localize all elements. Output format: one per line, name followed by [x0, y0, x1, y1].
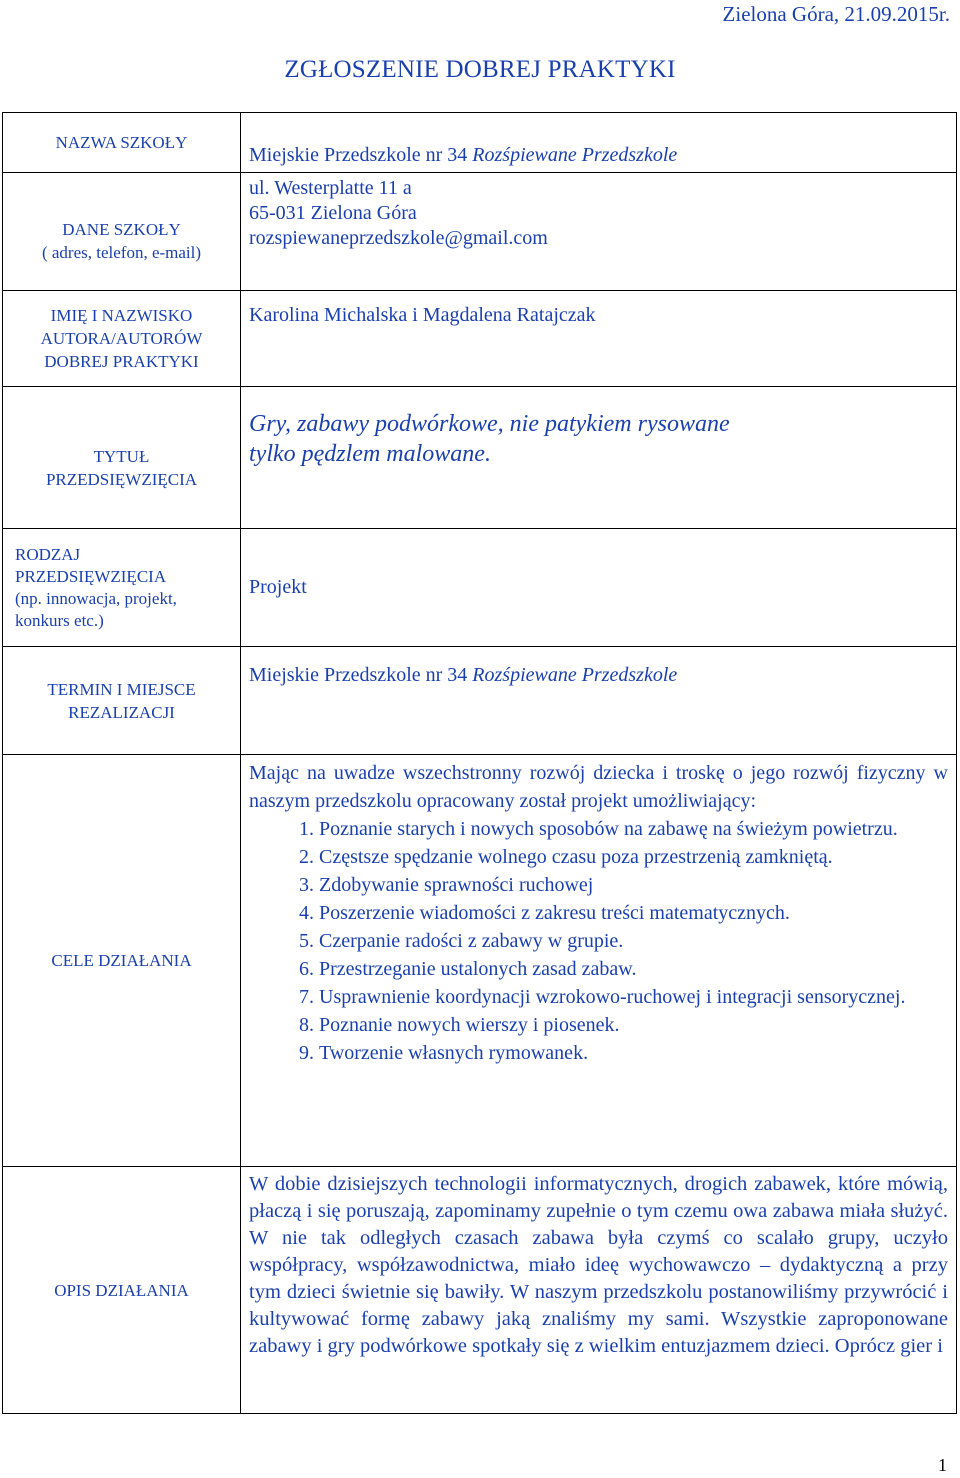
city-text: 65-031 Zielona Góra	[249, 202, 417, 224]
label-text: RODZAJ	[15, 544, 81, 564]
row-description	[3, 1167, 957, 1414]
label-text: ( adres, telefon, e-mail)	[41, 242, 202, 262]
label-text: CELE DZIAŁANIA	[51, 951, 192, 970]
label-type	[3, 529, 241, 647]
label-place	[3, 647, 241, 755]
project-title-line: tylko pędzlem malowane.	[249, 441, 491, 467]
label-text: AUTORA/AUTORÓW	[40, 329, 203, 348]
list-item: 8. Poznanie nowych wierszy i piosenek.	[319, 1011, 948, 1039]
label-text: OPIS DZIAŁANIA	[54, 1280, 189, 1300]
row-title	[3, 387, 957, 529]
list-item: 6. Przestrzeganie ustalonych zasad zabaw.	[319, 955, 948, 983]
label-text: TYTUŁ	[93, 446, 150, 466]
email-text: rozspiewaneprzedszkole@gmail.com	[249, 227, 548, 249]
value-goals	[241, 755, 957, 1167]
label-goals	[3, 755, 241, 1167]
label-text: DOBREJ PRAKTYKI	[44, 352, 199, 371]
row-authors	[3, 291, 957, 387]
label-text: DANE SZKOŁY	[62, 219, 181, 239]
value-text: Miejskie Przedszkole nr 34	[249, 664, 473, 686]
label-description	[3, 1167, 241, 1414]
value-school-data	[241, 173, 957, 291]
row-type	[3, 529, 957, 647]
value-type	[241, 529, 957, 647]
label-text: PRZEDSIĘWZIĘCIA	[15, 566, 167, 586]
project-title-line: Gry, zabawy podwórkowe, nie patykiem rysowane	[249, 411, 730, 437]
value-place	[241, 647, 957, 755]
list-item: 9. Tworzenie własnych rymowanek.	[319, 1039, 948, 1067]
label-school-name	[3, 113, 241, 173]
label-school-data	[3, 173, 241, 291]
row-school-name	[3, 113, 957, 173]
document-title: ZGŁOSZENIE DOBREJ PRAKTYKI	[284, 56, 676, 83]
list-item: 3. Zdobywanie sprawności ruchowej	[319, 871, 948, 899]
value-italic-text: Rozśpiewane Przedszkole	[472, 144, 678, 166]
goals-intro: Mając na uwadze wszechstronny rozwój dziecka i troskę o jego rozwój fizyczny w naszym przedszkolu opracowany został projekt umożliwiający:	[249, 762, 948, 812]
address-text: ul. Westerplatte 11 a	[249, 177, 412, 199]
label-text: REZALIZACJI	[68, 702, 175, 722]
list-item: 7. Usprawnienie koordynacji wzrokowo-ruchowej i integracji sensorycznej.	[319, 983, 948, 1011]
practice-form-table	[2, 112, 957, 1414]
value-text: Karolina Michalska i Magdalena Ratajczak	[249, 304, 596, 326]
label-text: NAZWA SZKOŁY	[55, 133, 188, 152]
value-authors	[241, 291, 957, 387]
description-text: W dobie dzisiejszych technologii informatycznych, drogich zabawek, które mówią, płaczą i się poruszają, zapominamy zupełnie o tym czemu owa zabawa miała służyć. W nie tak odległych czasach zabawa była czymś co scalało grupy, uczyło współpracy, współzawodnictwa, miało ideę wychowawczo – dydaktyczną a przy tym dzieci świetnie się bawiły. W naszym przedszkolu postanowiliśmy przywrócić i kultywować formę zabawy jaką znaliśmy my sami. Wszystkie zaproponowane zabawy i gry podwórkowe spotkały się z wielkim entuzjazmem dzieci. Oprócz gier i	[249, 1173, 948, 1357]
list-item: 2. Częstsze spędzanie wolnego czasu poza przestrzenią zamkniętą.	[319, 843, 948, 871]
page-number: 1	[938, 1455, 947, 1475]
label-text: konkurs etc.)	[15, 610, 104, 630]
value-school-name	[241, 113, 957, 173]
goals-list	[249, 815, 948, 1067]
label-text: PRZEDSIĘWZIĘCIA	[45, 469, 198, 489]
list-item: 5. Czerpanie radości z zabawy w grupie.	[319, 927, 948, 955]
row-goals	[3, 755, 957, 1167]
value-title	[241, 387, 957, 529]
row-school-data	[3, 173, 957, 291]
value-description	[241, 1167, 957, 1414]
list-item: 1. Poznanie starych i nowych sposobów na zabawę na świeżym powietrzu.	[319, 815, 948, 843]
label-text: TERMIN I MIEJSCE	[47, 679, 196, 699]
label-authors	[3, 291, 241, 387]
row-place	[3, 647, 957, 755]
document-date: Zielona Góra, 21.09.2015r.	[722, 2, 950, 26]
label-text: IMIĘ I NAZWISKO	[50, 306, 193, 325]
value-text: Miejskie Przedszkole nr 34	[249, 144, 473, 166]
label-title	[3, 387, 241, 529]
value-italic-text: Rozśpiewane Przedszkole	[472, 664, 678, 686]
value-text: Projekt	[249, 576, 307, 598]
list-item: 4. Poszerzenie wiadomości z zakresu treści matematycznych.	[319, 899, 948, 927]
label-text: (np. innowacja, projekt,	[15, 588, 177, 608]
